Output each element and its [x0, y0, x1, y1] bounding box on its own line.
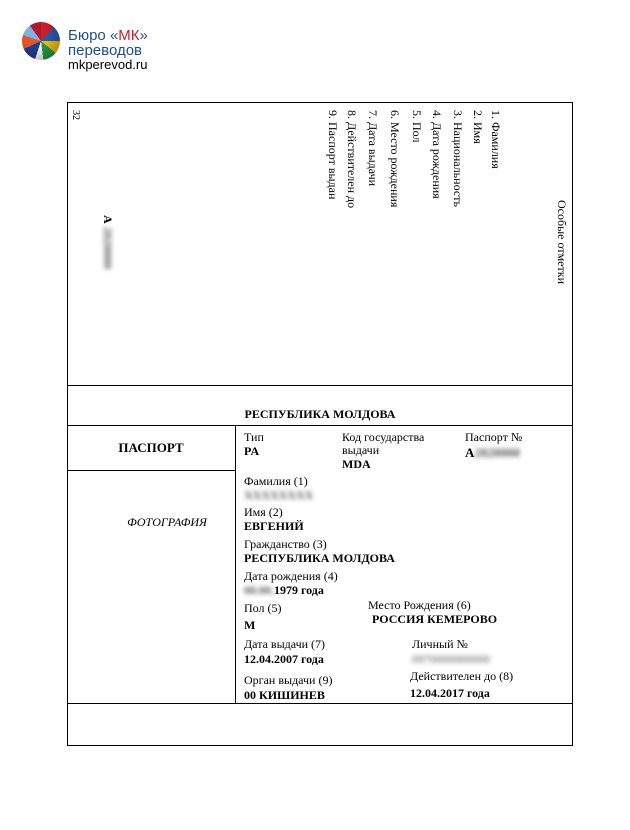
legend-item: 5. Пол [410, 110, 424, 143]
passport-no-value: А2020000 [465, 445, 520, 460]
legend-item: 9. Паспорт выдан [326, 110, 340, 200]
name-label: Имя (2) [244, 505, 283, 519]
divider [67, 425, 573, 426]
logo-globe-icon [22, 22, 60, 60]
vertical-serial-number: А 2020000 [101, 215, 115, 269]
issue-date-label: Дата выдачи (7) [244, 637, 326, 651]
legend-item: 7. Дата выдачи [366, 110, 380, 187]
state-code-label-2: выдачи [342, 443, 380, 457]
passport-no-label: Паспорт № [465, 430, 523, 444]
citizenship-label: Гражданство (3) [244, 537, 327, 551]
personal-no-value: 0970000000000 [412, 652, 490, 666]
valid-until-value: 12.04.2017 года [410, 686, 490, 700]
legend-item: 2. Имя [471, 110, 485, 144]
sex-value: М [244, 618, 256, 632]
legend-item: 3. Национальность [451, 110, 465, 207]
issue-date-value: 12.04.2007 года [244, 652, 324, 666]
state-code-label: Код государства [342, 430, 425, 444]
divider [67, 703, 573, 704]
birth-place-label: Место Рождения (6) [368, 598, 471, 612]
logo-title: Бюро «МК» [68, 27, 148, 44]
legend-item: 4. Дата рождения [430, 110, 444, 199]
birth-date-label: Дата рождения (4) [244, 569, 338, 583]
name-value: ЕВГЕНИЙ [244, 519, 304, 533]
logo-subtitle: переводов [68, 42, 143, 59]
divider [67, 470, 235, 471]
legend-item: 6. Место рождения [388, 110, 402, 208]
surname-label: Фамилия (1) [244, 474, 308, 488]
logo-url: mkperevod.ru [68, 57, 148, 72]
legend-item: 8. Действителен до [345, 110, 359, 209]
citizenship-value: РЕСПУБЛИКА МОЛДОВА [244, 551, 395, 565]
divider [235, 425, 236, 703]
sex-label: Пол (5) [244, 601, 282, 615]
valid-until-label: Действителен до (8) [410, 669, 514, 683]
surname-value: ХХХХХХХХ [244, 488, 314, 502]
divider [67, 385, 573, 386]
type-label: Тип [244, 430, 264, 444]
type-value: PA [244, 444, 260, 458]
photo-placeholder: ФОТОГРАФИЯ [127, 515, 207, 529]
state-code-value: MDA [342, 457, 371, 471]
authority-value: 00 КИШИНЕВ [244, 688, 325, 702]
birth-place-value: РОССИЯ КЕМЕРОВО [372, 612, 498, 626]
passport-title: ПАСПОРТ [118, 440, 184, 455]
page-number: 32 [70, 110, 81, 120]
country-heading: РЕСПУБЛИКА МОЛДОВА [244, 407, 396, 421]
personal-no-label: Личный № [412, 637, 468, 651]
authority-label: Орган выдачи (9) [244, 673, 333, 687]
birth-date-value: 00.00.1979 года [244, 583, 324, 597]
legend-item: 1. Фамилия [489, 110, 503, 169]
special-marks-label: Особые отметки [555, 200, 569, 284]
